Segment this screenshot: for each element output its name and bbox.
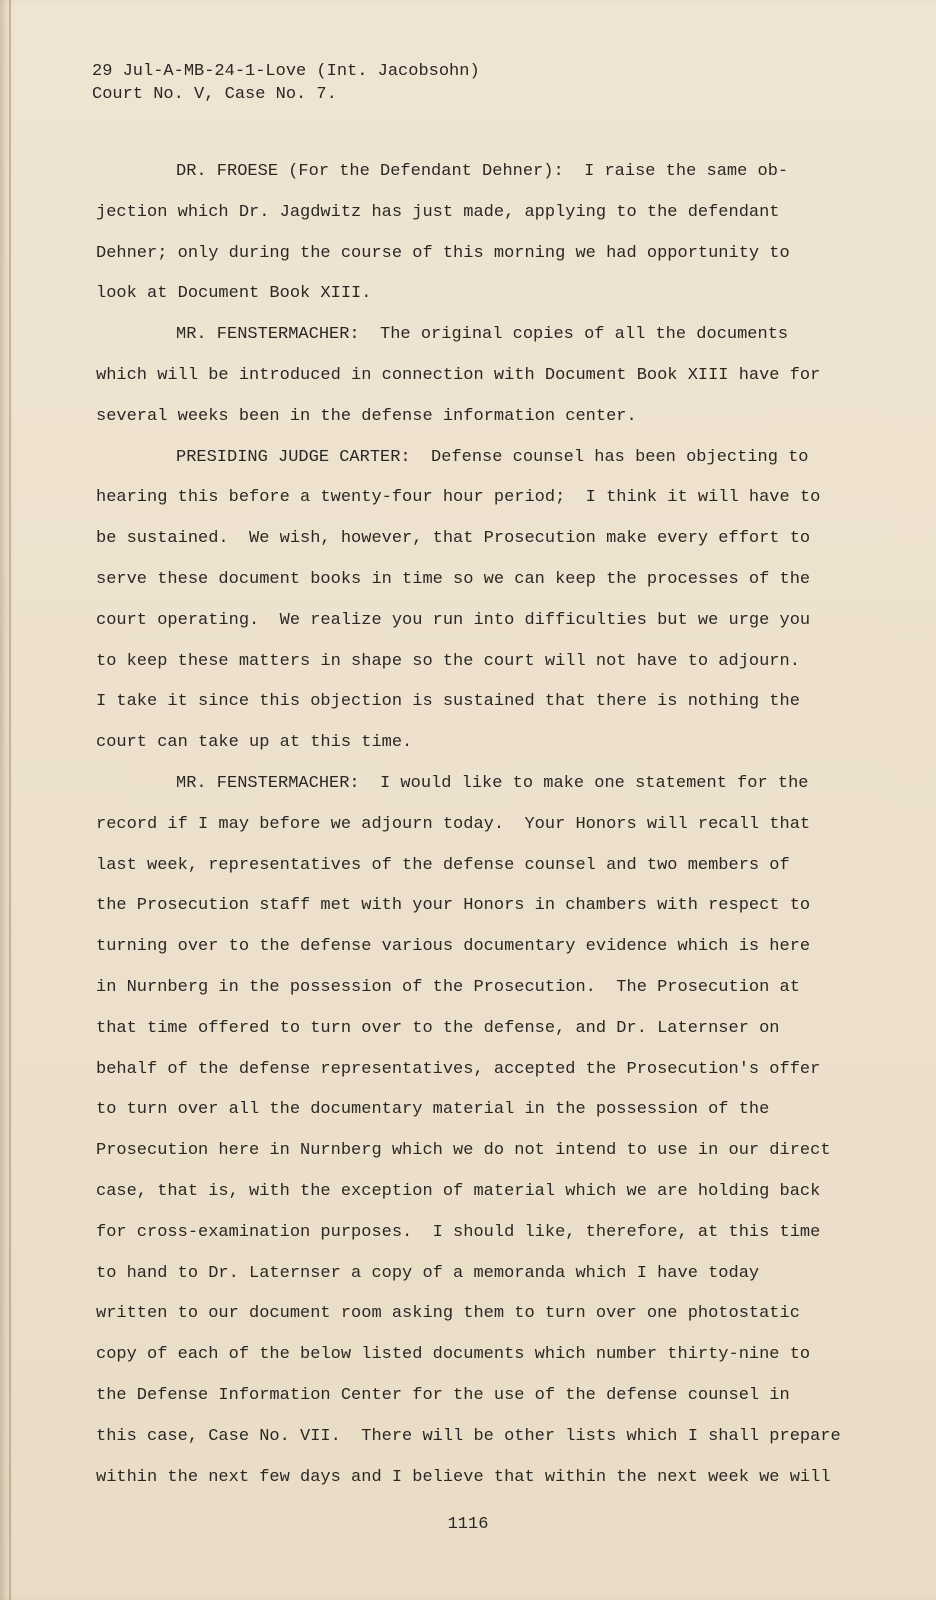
transcript-line: in Nurnberg in the possession of the Prosecution. The Prosecution at [96, 977, 800, 997]
transcript-line: hearing this before a twenty-four hour period; I think it will have to [96, 488, 821, 508]
header-line-2: Court No. V, Case No. 7. [92, 85, 337, 104]
transcript-line: I take it since this objection is sustained that there is nothing the [96, 692, 800, 712]
transcript-line: the Prosecution staff met with your Honors in chambers with respect to [96, 896, 811, 916]
transcript-line: court operating. We realize you run into difficulties but we urge you [96, 610, 811, 630]
transcript-line: several weeks been in the defense information center. [96, 406, 637, 426]
transcript-line: case, that is, with the exception of material which we are holding back [96, 1181, 821, 1201]
transcript-line: this case, Case No. VII. There will be other lists which I shall prepare [96, 1426, 841, 1446]
transcript-line: the Defense Information Center for the use of the defense counsel in [96, 1385, 790, 1405]
transcript-line: behalf of the defense representatives, accepted the Prosecution's offer [96, 1059, 821, 1079]
transcript-line: jection which Dr. Jagdwitz has just made, applying to the defendant [96, 202, 780, 222]
transcript-line: PRESIDING JUDGE CARTER: Defense counsel has been objecting to [176, 447, 809, 467]
transcript-line: last week, representatives of the defense counsel and two members of [96, 855, 790, 875]
transcript-body [96, 152, 856, 1498]
transcript-line: look at Document Book XIII. [96, 284, 372, 304]
transcript-line: that time offered to turn over to the defense, and Dr. Laternser on [96, 1018, 780, 1038]
transcript-line: turning over to the defense various documentary evidence which is here [96, 937, 811, 957]
page-binding-edge [9, 0, 11, 1600]
transcript-line: within the next few days and I believe that within the next week we will [96, 1467, 831, 1487]
transcript-line: be sustained. We wish, however, that Prosecution make every effort to [96, 529, 811, 549]
transcript-line: to keep these matters in shape so the court will not have to adjourn. [96, 651, 800, 671]
transcript-line: Prosecution here in Nurnberg which we do not intend to use in our direct [96, 1141, 831, 1161]
header-line-1: 29 Jul-A-MB-24-1-Love (Int. Jacobsohn) [92, 62, 480, 81]
transcript-line: DR. FROESE (For the Defendant Dehner): I raise the same ob- [176, 162, 789, 181]
transcript-line: Dehner; only during the course of this morning we had opportunity to [96, 243, 790, 263]
document-header [92, 60, 480, 106]
transcript-line: which will be introduced in connection with Document Book XIII have for [96, 365, 821, 385]
transcript-line: serve these document books in time so we can keep the processes of the [96, 569, 811, 589]
transcript-line: to turn over all the documentary material in the possession of the [96, 1100, 770, 1120]
transcript-line: MR. FENSTERMACHER: I would like to make one statement for the [176, 773, 809, 793]
transcript-line: for cross-examination purposes. I should like, therefore, at this time [96, 1222, 821, 1242]
transcript-line: copy of each of the below listed documents which number thirty-nine to [96, 1345, 811, 1365]
transcript-line: to hand to Dr. Laternser a copy of a memoranda which I have today [96, 1263, 760, 1283]
page-number: 1116 [447, 1515, 489, 1534]
transcript-line: court can take up at this time. [96, 733, 413, 753]
transcript-line: record if I may before we adjourn today. Your Honors will recall that [96, 814, 811, 834]
transcript-line: written to our document room asking them to turn over one photostatic [96, 1304, 800, 1324]
transcript-line: MR. FENSTERMACHER: The original copies of all the documents [176, 325, 789, 345]
